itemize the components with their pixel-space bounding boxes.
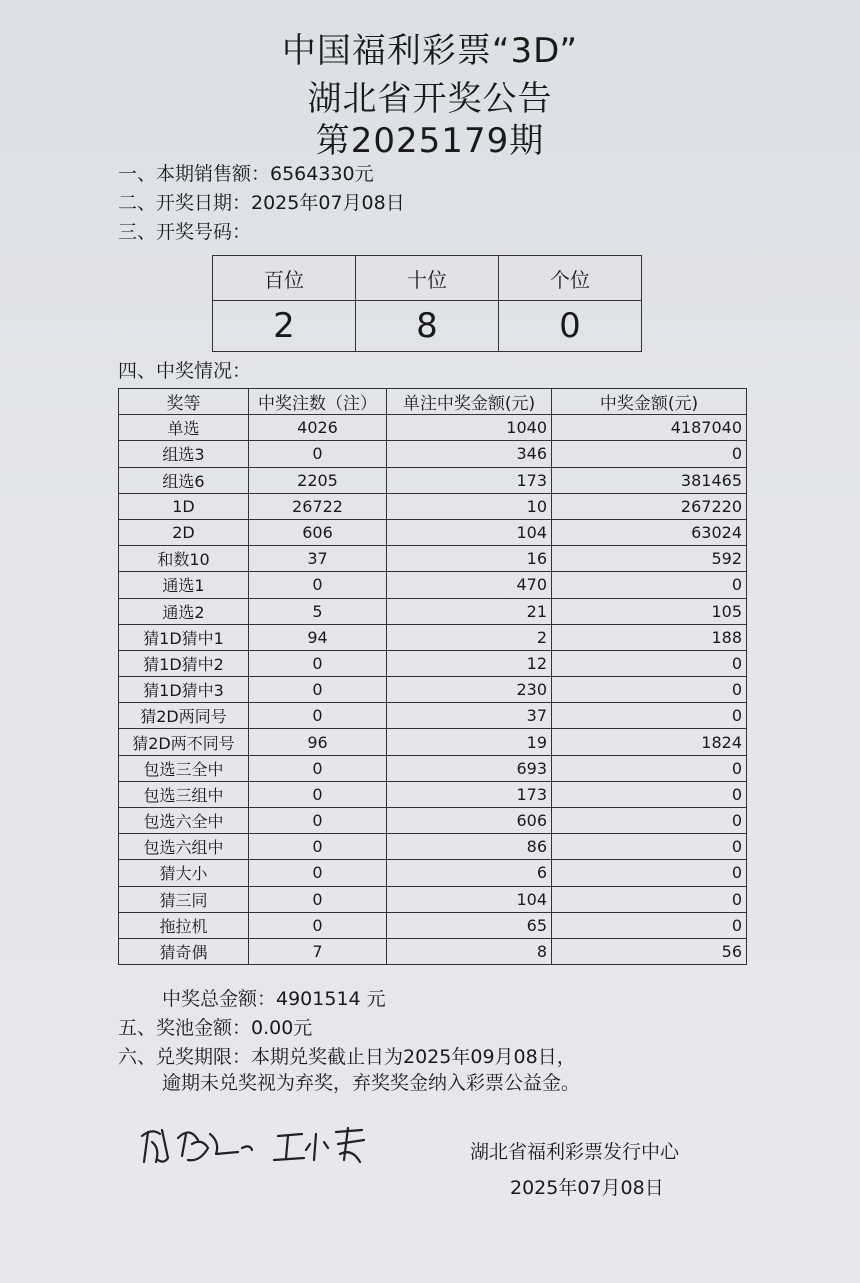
total-prize-cell: 267220 bbox=[552, 493, 747, 519]
prize-level-cell: 猜大小 bbox=[119, 860, 249, 886]
prize-level-cell: 通选1 bbox=[119, 572, 249, 598]
winning-count-cell: 0 bbox=[249, 860, 387, 886]
prize-level-cell: 包选三组中 bbox=[119, 781, 249, 807]
total-prize-cell: 0 bbox=[552, 650, 747, 676]
prize-level-cell: 猜三同 bbox=[119, 886, 249, 912]
prize-level-cell: 拖拉机 bbox=[119, 912, 249, 938]
total-prize-cell: 4187040 bbox=[552, 415, 747, 441]
unit-prize-cell: 606 bbox=[387, 808, 552, 834]
unit-prize-cell: 230 bbox=[387, 677, 552, 703]
prize-level-cell: 包选六全中 bbox=[119, 808, 249, 834]
total-prize-cell: 0 bbox=[552, 755, 747, 781]
winning-count-cell: 0 bbox=[249, 808, 387, 834]
table-row bbox=[119, 886, 747, 912]
winning-count-cell: 94 bbox=[249, 624, 387, 650]
winning-count-cell: 26722 bbox=[249, 493, 387, 519]
unit-prize-cell: 470 bbox=[387, 572, 552, 598]
table-row bbox=[119, 703, 747, 729]
draw-date: 二、开奖日期：2025年07月08日 bbox=[118, 192, 405, 214]
unit-prize-cell: 16 bbox=[387, 546, 552, 572]
prize-level-cell: 猜1D猜中3 bbox=[119, 677, 249, 703]
prize-level-cell: 猜1D猜中2 bbox=[119, 650, 249, 676]
winning-count-cell: 37 bbox=[249, 546, 387, 572]
hundreds-digit: 2 bbox=[213, 301, 356, 352]
draw-numbers-table bbox=[212, 255, 642, 352]
total-prize-cell: 0 bbox=[552, 703, 747, 729]
hundreds-header: 百位 bbox=[213, 256, 356, 301]
total-prize-cell: 63024 bbox=[552, 519, 747, 545]
issue-date: 2025年07月08日 bbox=[510, 1177, 664, 1199]
prize-level-cell: 猜奇偶 bbox=[119, 938, 249, 964]
unit-prize-cell: 2 bbox=[387, 624, 552, 650]
unit-prize-cell: 6 bbox=[387, 860, 552, 886]
prize-level-cell: 2D bbox=[119, 519, 249, 545]
ones-digit: 0 bbox=[499, 301, 642, 352]
deadline-line-2: 逾期未兑奖视为弃奖，弃奖奖金纳入彩票公益金。 bbox=[162, 1072, 581, 1094]
unit-prize-cell: 346 bbox=[387, 441, 552, 467]
table-row bbox=[119, 467, 747, 493]
total-prize-cell: 0 bbox=[552, 912, 747, 938]
total-prize-cell: 0 bbox=[552, 860, 747, 886]
winning-count-cell: 0 bbox=[249, 834, 387, 860]
winning-count-cell: 5 bbox=[249, 598, 387, 624]
unit-prize-cell: 10 bbox=[387, 493, 552, 519]
unit-prize-cell: 21 bbox=[387, 598, 552, 624]
title-line-1: 中国福利彩票“3D” bbox=[281, 31, 579, 71]
winning-count-cell: 0 bbox=[249, 755, 387, 781]
prize-level-cell: 猜2D两不同号 bbox=[119, 729, 249, 755]
prize-table bbox=[118, 388, 747, 965]
total-prize-cell: 56 bbox=[552, 938, 747, 964]
unit-prize-cell: 693 bbox=[387, 755, 552, 781]
total-prize-cell: 0 bbox=[552, 808, 747, 834]
table-row bbox=[119, 624, 747, 650]
unit-prize-cell: 104 bbox=[387, 886, 552, 912]
unit-prize-cell: 8 bbox=[387, 938, 552, 964]
prize-level-cell: 组选6 bbox=[119, 467, 249, 493]
winning-count-cell: 2205 bbox=[249, 467, 387, 493]
winning-count-cell: 0 bbox=[249, 886, 387, 912]
table-row bbox=[119, 860, 747, 886]
total-prize-cell: 0 bbox=[552, 834, 747, 860]
unit-prize-cell: 86 bbox=[387, 834, 552, 860]
winning-count-cell: 96 bbox=[249, 729, 387, 755]
col-unit-prize: 单注中奖金额(元) bbox=[387, 389, 552, 415]
sales-amount: 一、本期销售额：6564330元 bbox=[118, 163, 374, 185]
total-prize-cell: 0 bbox=[552, 886, 747, 912]
unit-prize-cell: 1040 bbox=[387, 415, 552, 441]
unit-prize-cell: 173 bbox=[387, 781, 552, 807]
prize-level-cell: 单选 bbox=[119, 415, 249, 441]
total-prize-amount: 中奖总金额：4901514 元 bbox=[162, 988, 386, 1010]
table-row bbox=[119, 519, 747, 545]
col-total-prize: 中奖金额(元) bbox=[552, 389, 747, 415]
winning-count-cell: 7 bbox=[249, 938, 387, 964]
tens-digit: 8 bbox=[356, 301, 499, 352]
prize-level-cell: 包选三全中 bbox=[119, 755, 249, 781]
issuer-organization: 湖北省福利彩票发行中心 bbox=[470, 1141, 680, 1163]
table-row bbox=[119, 755, 747, 781]
prize-table-body bbox=[119, 415, 747, 965]
table-row bbox=[119, 729, 747, 755]
total-prize-cell: 381465 bbox=[552, 467, 747, 493]
table-row bbox=[119, 415, 747, 441]
table-row bbox=[119, 546, 747, 572]
pool-amount: 五、奖池金额：0.00元 bbox=[118, 1017, 313, 1039]
table-row bbox=[119, 808, 747, 834]
prize-level-cell: 和数10 bbox=[119, 546, 249, 572]
total-prize-cell: 1824 bbox=[552, 729, 747, 755]
total-prize-cell: 592 bbox=[552, 546, 747, 572]
total-prize-cell: 105 bbox=[552, 598, 747, 624]
table-row bbox=[119, 677, 747, 703]
issue-number-title: 第2025179期 bbox=[315, 121, 545, 161]
prize-level-cell: 猜2D两同号 bbox=[119, 703, 249, 729]
col-prize-level: 奖等 bbox=[119, 389, 249, 415]
table-row bbox=[119, 572, 747, 598]
table-row bbox=[119, 493, 747, 519]
prize-table-header bbox=[119, 389, 747, 415]
table-row bbox=[119, 834, 747, 860]
unit-prize-cell: 65 bbox=[387, 912, 552, 938]
tens-header: 十位 bbox=[356, 256, 499, 301]
prize-level-cell: 猜1D猜中1 bbox=[119, 624, 249, 650]
winning-count-cell: 0 bbox=[249, 781, 387, 807]
prize-level-cell: 包选六组中 bbox=[119, 834, 249, 860]
table-row bbox=[119, 598, 747, 624]
table-row bbox=[119, 650, 747, 676]
title-line-2: 湖北省开奖公告 bbox=[307, 79, 553, 119]
table-row bbox=[119, 781, 747, 807]
winning-count-cell: 0 bbox=[249, 677, 387, 703]
table-row bbox=[119, 938, 747, 964]
prizes-label: 四、中奖情况： bbox=[118, 360, 252, 382]
total-prize-cell: 0 bbox=[552, 781, 747, 807]
prize-level-cell: 通选2 bbox=[119, 598, 249, 624]
table-row bbox=[119, 912, 747, 938]
total-prize-cell: 0 bbox=[552, 572, 747, 598]
prize-level-cell: 组选3 bbox=[119, 441, 249, 467]
winning-count-cell: 0 bbox=[249, 912, 387, 938]
winning-count-cell: 0 bbox=[249, 703, 387, 729]
winning-count-cell: 0 bbox=[249, 572, 387, 598]
winning-count-cell: 0 bbox=[249, 441, 387, 467]
table-row bbox=[119, 441, 747, 467]
winning-count-cell: 4026 bbox=[249, 415, 387, 441]
total-prize-cell: 0 bbox=[552, 677, 747, 703]
draw-numbers-label: 三、开奖号码： bbox=[118, 221, 252, 243]
prize-level-cell: 1D bbox=[119, 493, 249, 519]
unit-prize-cell: 37 bbox=[387, 703, 552, 729]
unit-prize-cell: 19 bbox=[387, 729, 552, 755]
winning-count-cell: 0 bbox=[249, 650, 387, 676]
unit-prize-cell: 12 bbox=[387, 650, 552, 676]
winning-count-cell: 606 bbox=[249, 519, 387, 545]
handwritten-signatures bbox=[138, 1118, 378, 1178]
unit-prize-cell: 104 bbox=[387, 519, 552, 545]
ones-header: 个位 bbox=[499, 256, 642, 301]
total-prize-cell: 0 bbox=[552, 441, 747, 467]
unit-prize-cell: 173 bbox=[387, 467, 552, 493]
total-prize-cell: 188 bbox=[552, 624, 747, 650]
deadline-line-1: 六、兑奖期限：本期兑奖截止日为2025年09月08日， bbox=[118, 1046, 576, 1068]
col-winning-count: 中奖注数（注） bbox=[249, 389, 387, 415]
